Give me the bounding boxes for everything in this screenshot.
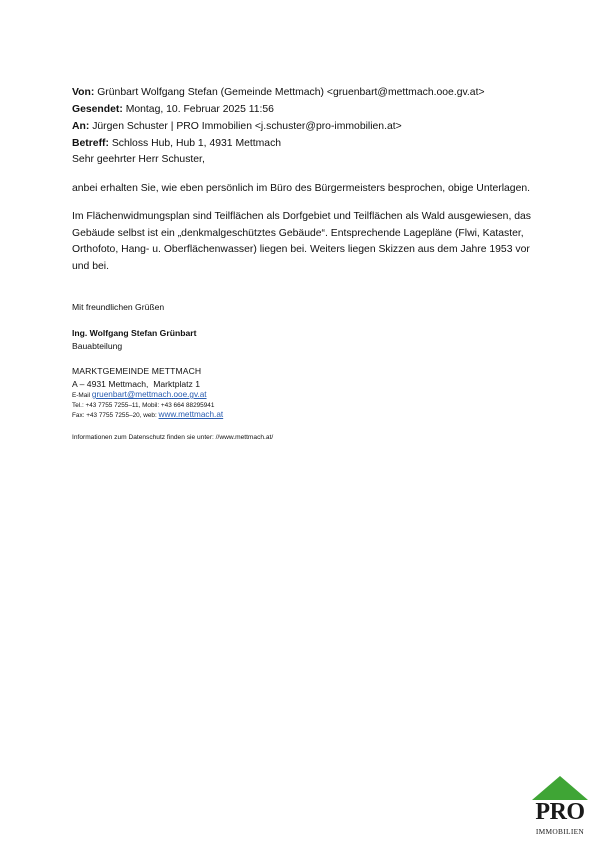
web-label: web:	[143, 412, 159, 419]
to-row	[72, 118, 485, 135]
subject-row	[72, 135, 485, 152]
fax-value: +43 7755 7255–20,	[86, 412, 144, 419]
organization-name: MARKTGEMEINDE METTMACH	[72, 366, 202, 376]
mobile-value: +43 664 88295941	[160, 402, 215, 409]
to-value: Jürgen Schuster | PRO Immobilien <j.schuster@pro-immobilien.at>	[89, 121, 402, 132]
email-link[interactable]: gruenbart@mettmach.ooe.gv.at	[91, 390, 207, 399]
logo-subtext: IMMOBILIEN	[535, 827, 585, 836]
email-label: E-Mail	[72, 392, 92, 399]
to-label: An:	[72, 121, 90, 132]
fax-label: Fax:	[72, 412, 87, 419]
web-link[interactable]: www.mettmach.at	[158, 410, 224, 419]
main-paragraph: Im Flächenwidmungsplan sind Teilflächen als Dorfgebiet und Teilflächen als Wald ausgewiesen, das Gebäude selbst ist ein „denkmalgeschütztes Gebäude“. Entsprechende Lagepläne (Flwi, Kataster, Orthofoto, Hang- u. Oberflächenwasser) liegen bei. Weiters liegen Skizzen aus dem Jahre 1953 vor und bei.	[72, 211, 531, 272]
subject-value: Schloss Hub, Hub 1, 4931 Mettmach	[108, 138, 282, 149]
sent-row	[72, 101, 485, 118]
email-header	[72, 84, 485, 152]
from-value: Grünbart Wolfgang Stefan (Gemeinde Mettmach) <gruenbart@mettmach.ooe.gv.at>	[94, 87, 485, 98]
tel-value: +43 7755 7255–11,	[85, 402, 143, 409]
from-label: Von:	[72, 87, 95, 98]
greeting: Sehr geehrter Herr Schuster,	[72, 154, 205, 165]
house-roof-icon	[532, 776, 588, 800]
signature-email-row	[72, 390, 207, 401]
closing: Mit freundlichen Grüßen	[72, 302, 165, 312]
privacy-notice: Informationen zum Datenschutz finden sie unter: //www.mettmach.at/	[72, 434, 274, 441]
intro-paragraph: anbei erhalten Sie, wie eben persönlich im Büro des Bürgermeisters besprochen, obige Unterlagen.	[72, 183, 531, 194]
signature-name: Ing. Wolfgang Stefan Grünbart	[72, 328, 197, 338]
from-row	[72, 84, 485, 101]
sent-label: Gesendet:	[72, 104, 123, 115]
pro-immobilien-logo	[529, 776, 591, 840]
organization-address: A – 4931 Mettmach, Marktplatz 1	[72, 379, 201, 389]
signature-fax-row	[72, 410, 223, 421]
mobile-label: Mobil:	[142, 402, 161, 409]
subject-label: Betreff:	[72, 138, 109, 149]
sent-value: Montag, 10. Februar 2025 11:56	[122, 104, 274, 115]
logo-text: PRO	[535, 799, 585, 825]
tel-label: Tel.:	[72, 402, 86, 409]
signature-department: Bauabteilung	[72, 341, 123, 351]
